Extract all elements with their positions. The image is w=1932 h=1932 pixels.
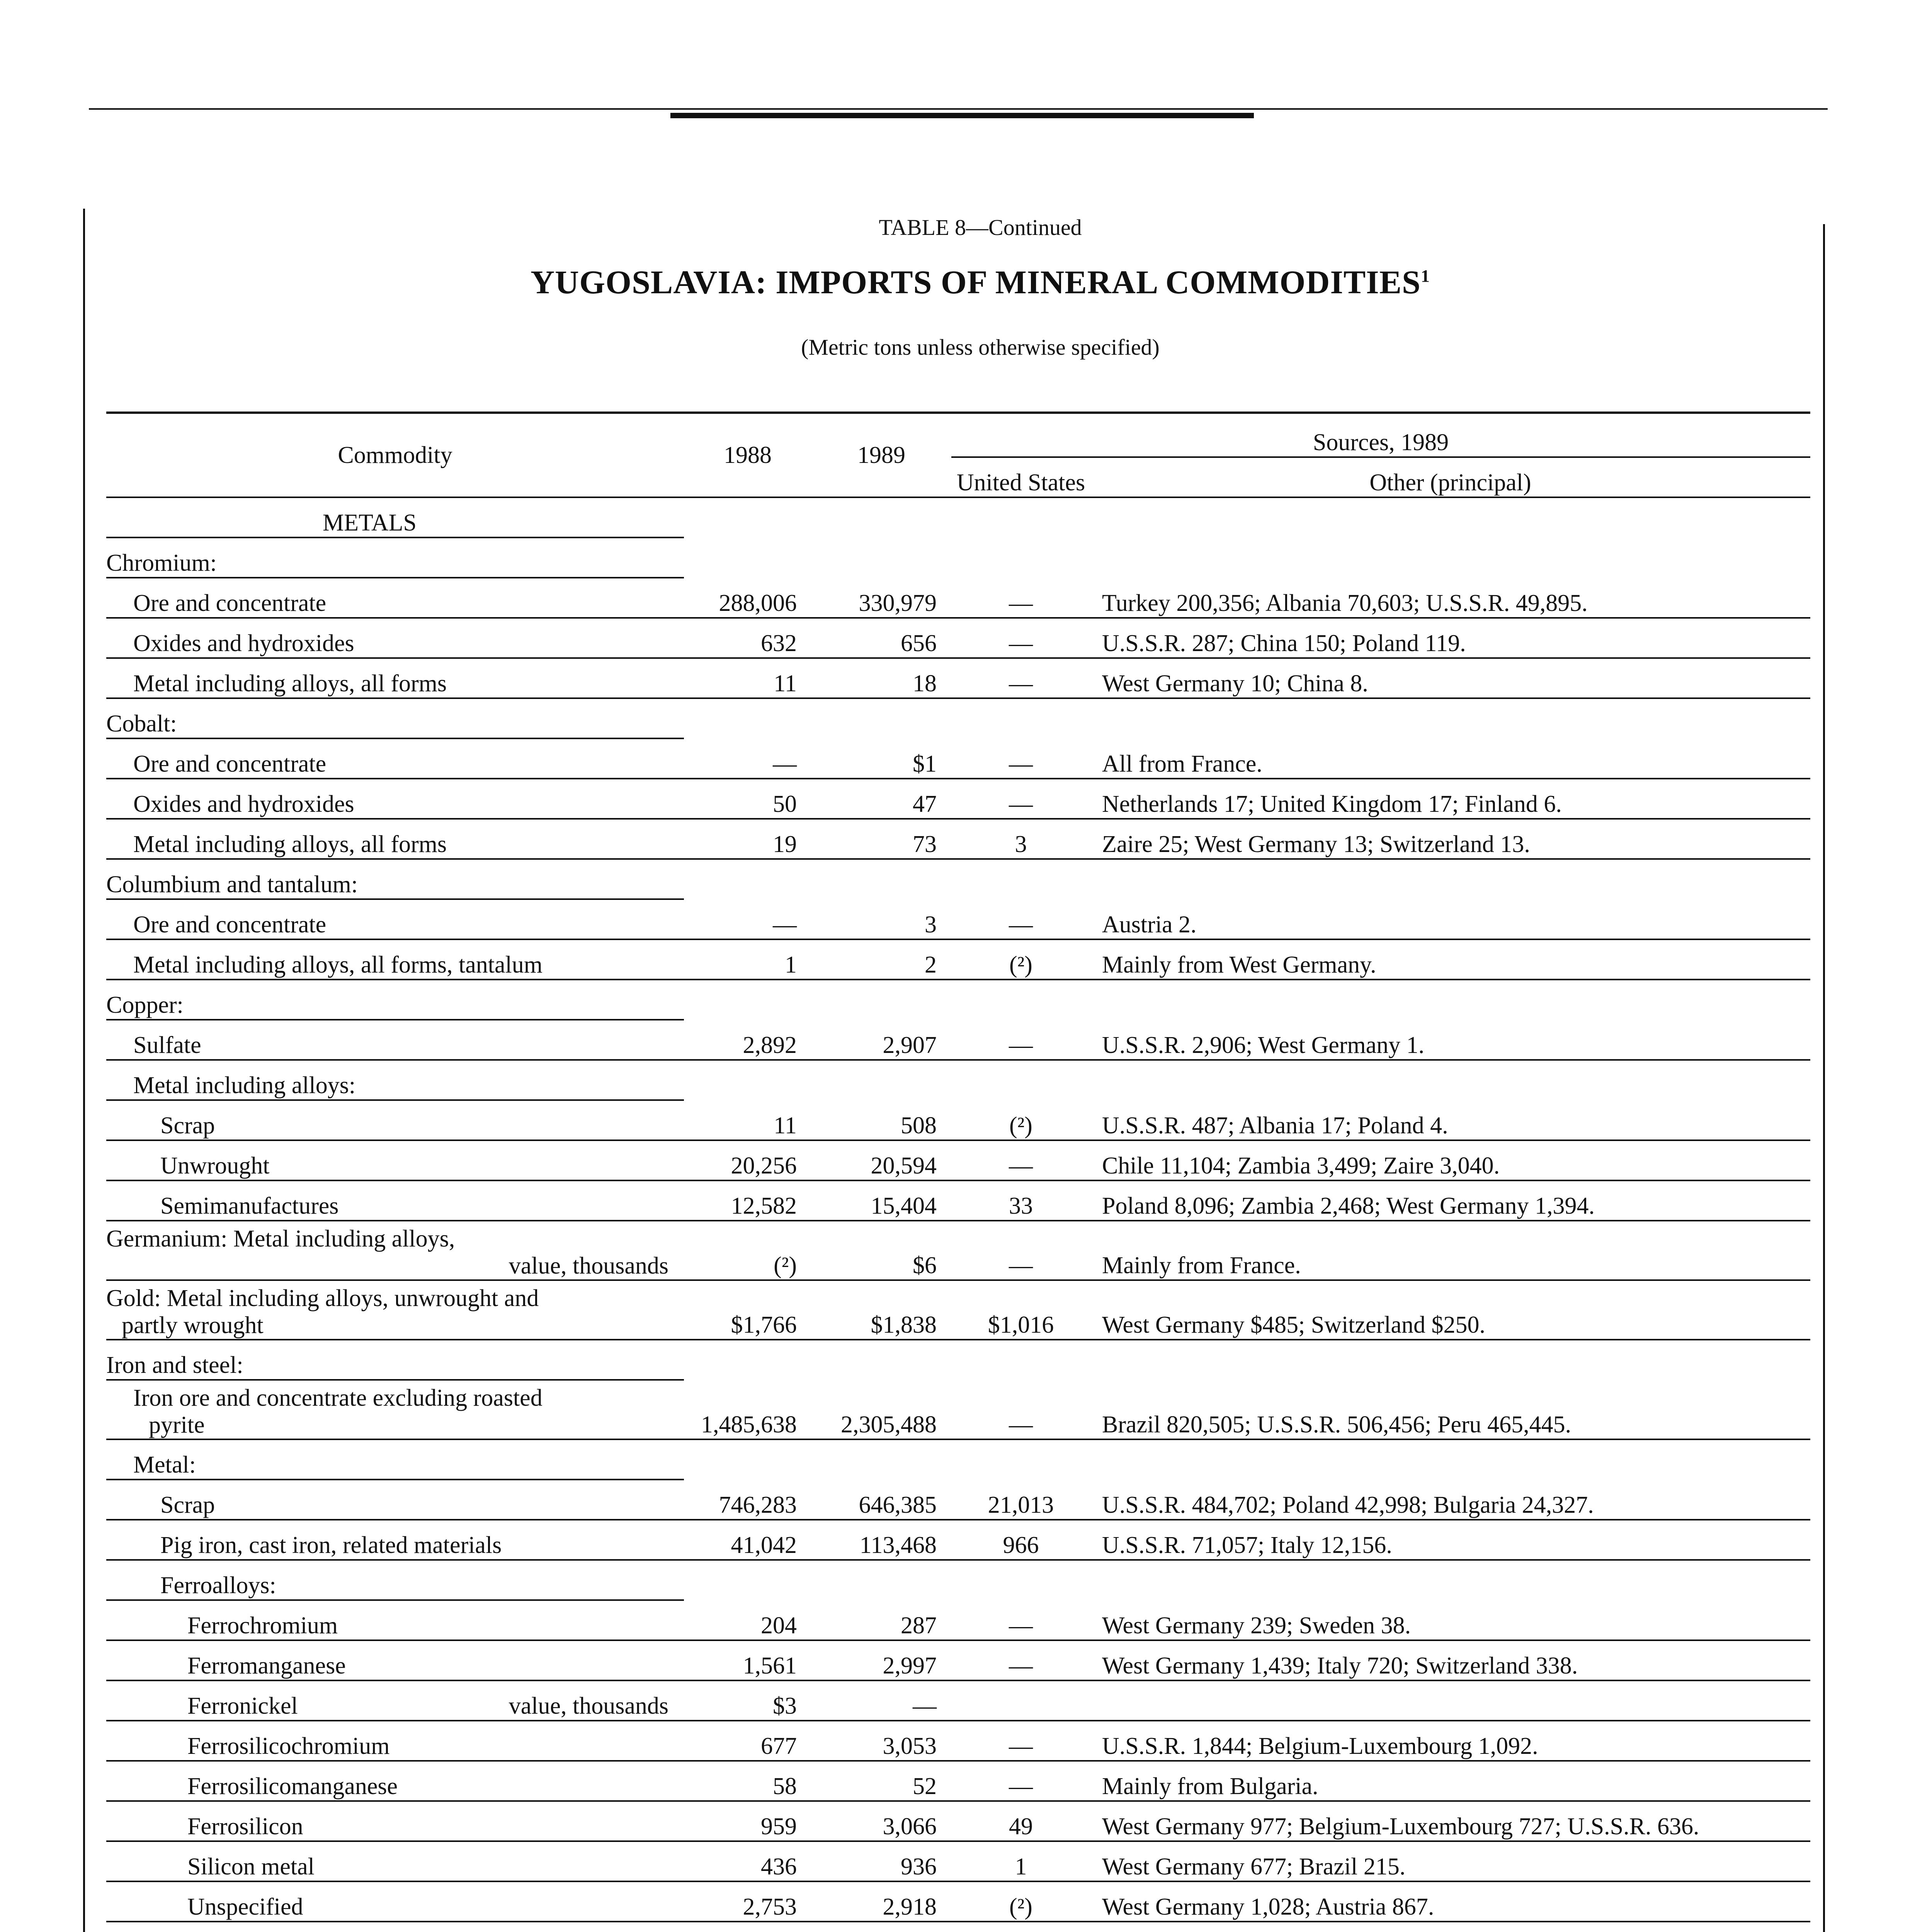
- header-1988: 1988: [684, 413, 811, 497]
- value-1989: 3: [811, 899, 951, 939]
- value-other-sources: West Germany $485; Switzerland $250.: [1090, 1280, 1810, 1340]
- commodity-label: Pig iron, cast iron, related materials: [160, 1532, 502, 1558]
- commodity-cell: [106, 1100, 684, 1140]
- table-row: [106, 1340, 1810, 1380]
- value-united-states: [951, 1560, 1090, 1600]
- table-row: [106, 698, 1810, 738]
- value-other-sources: Austria 2.: [1090, 899, 1810, 939]
- value-1988: [684, 980, 811, 1020]
- value-1989: 3,053: [811, 1721, 951, 1761]
- commodity-cell: [106, 1841, 684, 1881]
- commodity-label-continued: pyrite: [149, 1412, 205, 1438]
- commodity-cell: [106, 578, 684, 618]
- value-1988: 677: [684, 1721, 811, 1761]
- value-other-sources: [1090, 1439, 1810, 1480]
- value-1988: 50: [684, 779, 811, 819]
- table-units-note: (Metric tons unless otherwise specified): [801, 335, 1160, 360]
- commodity-label: Copper:: [106, 992, 184, 1018]
- table-row: [106, 1680, 1810, 1721]
- commodity-label: Sulfate: [133, 1032, 201, 1058]
- value-1989: 52: [811, 1761, 951, 1801]
- commodity-cell: [106, 1280, 684, 1340]
- commodity-cell: [106, 980, 684, 1020]
- unit-note: value, thousands: [509, 1693, 668, 1719]
- table-row: [106, 1180, 1810, 1221]
- commodity-label: Metal including alloys, all forms, tantalum: [133, 952, 543, 978]
- commodity-cell: [106, 618, 684, 658]
- commodity-label: Gold: Metal including alloys, unwrought and: [106, 1285, 539, 1311]
- value-other-sources: [1090, 980, 1810, 1020]
- table-row: [106, 738, 1810, 779]
- table-row: [106, 1140, 1810, 1180]
- value-1989: 2,918: [811, 1881, 951, 1922]
- value-united-states: (²): [951, 939, 1090, 980]
- value-1989: [811, 1060, 951, 1100]
- header-commodity: Commodity: [106, 413, 684, 497]
- commodity-cell: [106, 1721, 684, 1761]
- value-1989: 18: [811, 658, 951, 698]
- commodity-cell: [106, 1881, 684, 1922]
- value-1988: 12,582: [684, 1180, 811, 1221]
- commodity-label: Oxides and hydroxides: [133, 791, 354, 817]
- commodity-label: Oxides and hydroxides: [133, 630, 354, 656]
- value-1988: —: [684, 899, 811, 939]
- left-margin-line: [83, 209, 85, 1932]
- value-1988: 2,892: [684, 1020, 811, 1060]
- value-1989: 15,404: [811, 1180, 951, 1221]
- value-1988: [684, 497, 811, 537]
- value-1989: 20,594: [811, 1140, 951, 1180]
- commodity-cell: [106, 1922, 684, 1932]
- value-1988: [684, 1922, 811, 1932]
- commodity-label: Ore and concentrate: [133, 912, 327, 938]
- value-1988: (²): [684, 1221, 811, 1280]
- value-united-states: —: [951, 1020, 1090, 1060]
- value-other-sources: U.S.S.R. 1,844; Belgium-Luxembourg 1,092.: [1090, 1721, 1810, 1761]
- commodity-cell: [106, 1640, 684, 1680]
- value-1989: 3,066: [811, 1801, 951, 1841]
- value-other-sources: [1090, 497, 1810, 537]
- value-1988: 58: [684, 1761, 811, 1801]
- commodity-cell: [106, 1761, 684, 1801]
- value-united-states: —: [951, 738, 1090, 779]
- value-united-states: 3: [951, 819, 1090, 859]
- commodity-cell: [106, 1380, 684, 1439]
- value-other-sources: [1090, 1560, 1810, 1600]
- commodity-label: Metal including alloys, all forms: [133, 670, 447, 697]
- value-other-sources: U.S.S.R. 2,906; West Germany 1.: [1090, 1020, 1810, 1060]
- value-united-states: [951, 980, 1090, 1020]
- value-united-states: —: [951, 1140, 1090, 1180]
- table-row: [106, 658, 1810, 698]
- value-1989: [811, 698, 951, 738]
- value-1989: $6: [811, 1221, 951, 1280]
- value-other-sources: Mainly from Bulgaria.: [1090, 1761, 1810, 1801]
- value-1988: 1,485,638: [684, 1380, 811, 1439]
- value-united-states: 966: [951, 1520, 1090, 1560]
- table-row: [106, 537, 1810, 578]
- value-1988: $3: [684, 1680, 811, 1721]
- commodity-cell: [106, 1480, 684, 1520]
- commodity-label: Ore and concentrate: [133, 751, 327, 777]
- value-1988: 632: [684, 618, 811, 658]
- commodity-cell: [106, 1140, 684, 1180]
- value-1988: [684, 859, 811, 899]
- value-1988: 288,006: [684, 578, 811, 618]
- value-other-sources: Poland 8,096; Zambia 2,468; West Germany 1,394.: [1090, 1180, 1810, 1221]
- table-row: [106, 1801, 1810, 1841]
- header-1989: 1989: [811, 413, 951, 497]
- commodity-label: Scrap: [160, 1112, 215, 1139]
- value-united-states: 49: [951, 1801, 1090, 1841]
- value-1989: $1,838: [811, 1280, 951, 1340]
- value-united-states: —: [951, 899, 1090, 939]
- commodity-cell: [106, 537, 684, 578]
- value-united-states: —: [951, 1721, 1090, 1761]
- value-1989: [811, 537, 951, 578]
- value-1988: [684, 698, 811, 738]
- value-1989: —: [811, 1680, 951, 1721]
- commodity-label: METALS: [323, 510, 417, 536]
- header-other: Other (principal): [1090, 457, 1810, 497]
- table-row: [106, 939, 1810, 980]
- commodity-cell: [106, 1340, 684, 1380]
- value-other-sources: West Germany 1,439; Italy 720; Switzerland 338.: [1090, 1640, 1810, 1680]
- table-row: [106, 1881, 1810, 1922]
- right-margin-line: [1823, 224, 1825, 1932]
- commodity-label: Iron and steel:: [106, 1352, 243, 1378]
- value-other-sources: [1090, 1680, 1810, 1721]
- value-1988: 2,753: [684, 1881, 811, 1922]
- commodity-label-continued: partly wrought: [122, 1312, 264, 1338]
- value-united-states: (²): [951, 1881, 1090, 1922]
- value-1988: [684, 1439, 811, 1480]
- value-1988: 204: [684, 1600, 811, 1640]
- value-united-states: [951, 537, 1090, 578]
- value-united-states: —: [951, 618, 1090, 658]
- commodity-label: Scrap: [160, 1492, 215, 1518]
- value-1988: 1,561: [684, 1640, 811, 1680]
- value-united-states: —: [951, 1380, 1090, 1439]
- table-row: [106, 1520, 1810, 1560]
- commodity-cell: [106, 658, 684, 698]
- table-row: [106, 1060, 1810, 1100]
- value-other-sources: West Germany 677; Brazil 215.: [1090, 1841, 1810, 1881]
- value-other-sources: [1090, 1922, 1810, 1932]
- commodity-cell: [106, 1439, 684, 1480]
- value-1988: 11: [684, 1100, 811, 1140]
- value-1988: 20,256: [684, 1140, 811, 1180]
- commodity-label: Metal:: [133, 1452, 196, 1478]
- value-united-states: [951, 497, 1090, 537]
- commodity-label: Metal including alloys:: [133, 1072, 356, 1099]
- commodity-label: Unspecified: [187, 1894, 303, 1920]
- commodity-cell: [106, 1060, 684, 1100]
- table-row: [106, 1841, 1810, 1881]
- value-united-states: —: [951, 779, 1090, 819]
- table-row: [106, 1600, 1810, 1640]
- value-1988: [684, 1060, 811, 1100]
- header-sources: Sources, 1989: [951, 413, 1810, 457]
- value-united-states: [951, 1060, 1090, 1100]
- value-united-states: 33: [951, 1180, 1090, 1221]
- commodity-cell: [106, 738, 684, 779]
- value-1988: 746,283: [684, 1480, 811, 1520]
- top-rule-thick: [670, 113, 1254, 118]
- commodity-label: Metal including alloys, all forms: [133, 831, 447, 857]
- value-1989: [811, 980, 951, 1020]
- table-row: [106, 1020, 1810, 1060]
- table-row: [106, 1380, 1810, 1439]
- table-row: [106, 1560, 1810, 1600]
- commodity-cell: [106, 1520, 684, 1560]
- value-other-sources: [1090, 537, 1810, 578]
- commodity-cell: [106, 1801, 684, 1841]
- commodity-cell: [106, 1221, 684, 1280]
- commodity-label: Ferronickel: [187, 1693, 298, 1719]
- value-1989: 2,907: [811, 1020, 951, 1060]
- commodity-cell: [106, 939, 684, 980]
- value-1989: 2,997: [811, 1640, 951, 1680]
- value-united-states: [951, 1340, 1090, 1380]
- value-1988: [684, 1340, 811, 1380]
- value-1989: [811, 1439, 951, 1480]
- value-1988: [684, 537, 811, 578]
- table-body: [106, 497, 1810, 1932]
- table-row: [106, 779, 1810, 819]
- value-1989: 47: [811, 779, 951, 819]
- value-united-states: [951, 1680, 1090, 1721]
- value-1989: [811, 1922, 951, 1932]
- value-united-states: —: [951, 1600, 1090, 1640]
- value-other-sources: [1090, 698, 1810, 738]
- value-other-sources: All from France.: [1090, 738, 1810, 779]
- commodity-label: Ferrosilicon: [187, 1813, 303, 1840]
- table-row: [106, 899, 1810, 939]
- value-other-sources: [1090, 1340, 1810, 1380]
- table-caption: TABLE 8—Continued: [879, 215, 1082, 240]
- value-1988: $1,766: [684, 1280, 811, 1340]
- value-united-states: —: [951, 1221, 1090, 1280]
- value-other-sources: U.S.S.R. 71,057; Italy 12,156.: [1090, 1520, 1810, 1560]
- value-1989: 508: [811, 1100, 951, 1140]
- value-other-sources: West Germany 10; China 8.: [1090, 658, 1810, 698]
- value-1989: 113,468: [811, 1520, 951, 1560]
- value-1988: 11: [684, 658, 811, 698]
- value-1988: [684, 1560, 811, 1600]
- value-1989: 656: [811, 618, 951, 658]
- value-united-states: —: [951, 1761, 1090, 1801]
- commodity-label: Unwrought: [160, 1153, 270, 1179]
- value-1988: 436: [684, 1841, 811, 1881]
- imports-table: [106, 412, 1810, 1932]
- commodity-label: Ferrosilicomanganese: [187, 1773, 398, 1799]
- value-united-states: —: [951, 658, 1090, 698]
- value-united-states: [951, 859, 1090, 899]
- commodity-cell: [106, 1600, 684, 1640]
- commodity-cell: [106, 497, 684, 537]
- value-united-states: [951, 698, 1090, 738]
- value-other-sources: U.S.S.R. 487; Albania 17; Poland 4.: [1090, 1100, 1810, 1140]
- table-row: [106, 1221, 1810, 1280]
- value-1989: $1: [811, 738, 951, 779]
- value-1989: [811, 1560, 951, 1600]
- commodity-label: Iron ore and concentrate excluding roasted: [133, 1385, 543, 1411]
- value-other-sources: Mainly from West Germany.: [1090, 939, 1810, 980]
- value-1989: 646,385: [811, 1480, 951, 1520]
- value-1989: 2: [811, 939, 951, 980]
- value-united-states: —: [951, 578, 1090, 618]
- table-row: [106, 1640, 1810, 1680]
- value-1989: 330,979: [811, 578, 951, 618]
- value-united-states: 1: [951, 1841, 1090, 1881]
- commodity-label: Ore and concentrate: [133, 590, 327, 616]
- value-1989: [811, 497, 951, 537]
- value-1989: 2,305,488: [811, 1380, 951, 1439]
- commodity-cell: [106, 1180, 684, 1221]
- table-row: [106, 1439, 1810, 1480]
- value-other-sources: West Germany 239; Sweden 38.: [1090, 1600, 1810, 1640]
- table-row: [106, 980, 1810, 1020]
- commodity-label: Chromium:: [106, 550, 217, 576]
- commodity-label-continued: value, thousands: [509, 1253, 668, 1279]
- value-other-sources: U.S.S.R. 287; China 150; Poland 119.: [1090, 618, 1810, 658]
- value-1988: 1: [684, 939, 811, 980]
- value-other-sources: Chile 11,104; Zambia 3,499; Zaire 3,040.: [1090, 1140, 1810, 1180]
- commodity-cell: [106, 899, 684, 939]
- commodity-cell: [106, 698, 684, 738]
- value-1989: [811, 859, 951, 899]
- value-1989: 287: [811, 1600, 951, 1640]
- commodity-label: Semimanufactures: [160, 1193, 339, 1219]
- commodity-cell: [106, 1680, 684, 1721]
- commodity-label: Cobalt:: [106, 711, 177, 737]
- value-united-states: $1,016: [951, 1280, 1090, 1340]
- top-rule-thin: [89, 108, 1828, 110]
- value-united-states: 21,013: [951, 1480, 1090, 1520]
- table-row: [106, 859, 1810, 899]
- header-united-states: United States: [951, 457, 1090, 497]
- commodity-cell: [106, 859, 684, 899]
- value-other-sources: Netherlands 17; United Kingdom 17; Finland 6.: [1090, 779, 1810, 819]
- value-other-sources: West Germany 1,028; Austria 867.: [1090, 1881, 1810, 1922]
- table-row: [106, 1761, 1810, 1801]
- commodity-cell: [106, 1020, 684, 1060]
- commodity-label: Germanium: Metal including alloys,: [106, 1226, 455, 1252]
- value-other-sources: [1090, 1060, 1810, 1100]
- value-1989: 73: [811, 819, 951, 859]
- commodity-cell: [106, 819, 684, 859]
- table-row: [106, 819, 1810, 859]
- value-united-states: —: [951, 1640, 1090, 1680]
- value-other-sources: West Germany 977; Belgium-Luxembourg 727; U.S.S.R. 636.: [1090, 1801, 1810, 1841]
- table-row: [106, 1922, 1810, 1932]
- value-1988: —: [684, 738, 811, 779]
- value-1988: 41,042: [684, 1520, 811, 1560]
- value-1988: 19: [684, 819, 811, 859]
- table-title: YUGOSLAVIA: IMPORTS OF MINERAL COMMODITIES$^1$: [531, 264, 1430, 301]
- commodity-label: Ferrochromium: [187, 1612, 338, 1639]
- value-other-sources: U.S.S.R. 484,702; Poland 42,998; Bulgaria 24,327.: [1090, 1480, 1810, 1520]
- commodity-label: Silicon metal: [187, 1854, 315, 1880]
- table-row: [106, 1480, 1810, 1520]
- value-other-sources: [1090, 859, 1810, 899]
- table-row: [106, 497, 1810, 537]
- value-1989: [811, 1340, 951, 1380]
- value-1989: 936: [811, 1841, 951, 1881]
- value-other-sources: Turkey 200,356; Albania 70,603; U.S.S.R. 49,895.: [1090, 578, 1810, 618]
- table-row: [106, 1280, 1810, 1340]
- table-row: [106, 1100, 1810, 1140]
- value-other-sources: Mainly from France.: [1090, 1221, 1810, 1280]
- commodity-label: Ferromanganese: [187, 1653, 346, 1679]
- commodity-label: Ferrosilicochromium: [187, 1733, 390, 1759]
- commodity-label: Columbium and tantalum:: [106, 871, 358, 898]
- value-1988: 959: [684, 1801, 811, 1841]
- table-row: [106, 1721, 1810, 1761]
- value-other-sources: Brazil 820,505; U.S.S.R. 506,456; Peru 465,445.: [1090, 1380, 1810, 1439]
- commodity-cell: [106, 779, 684, 819]
- value-united-states: [951, 1439, 1090, 1480]
- value-other-sources: Zaire 25; West Germany 13; Switzerland 13.: [1090, 819, 1810, 859]
- table-row: [106, 618, 1810, 658]
- value-united-states: [951, 1922, 1090, 1932]
- commodity-cell: [106, 1560, 684, 1600]
- table-row: [106, 578, 1810, 618]
- value-united-states: (²): [951, 1100, 1090, 1140]
- commodity-label: Ferroalloys:: [160, 1572, 276, 1599]
